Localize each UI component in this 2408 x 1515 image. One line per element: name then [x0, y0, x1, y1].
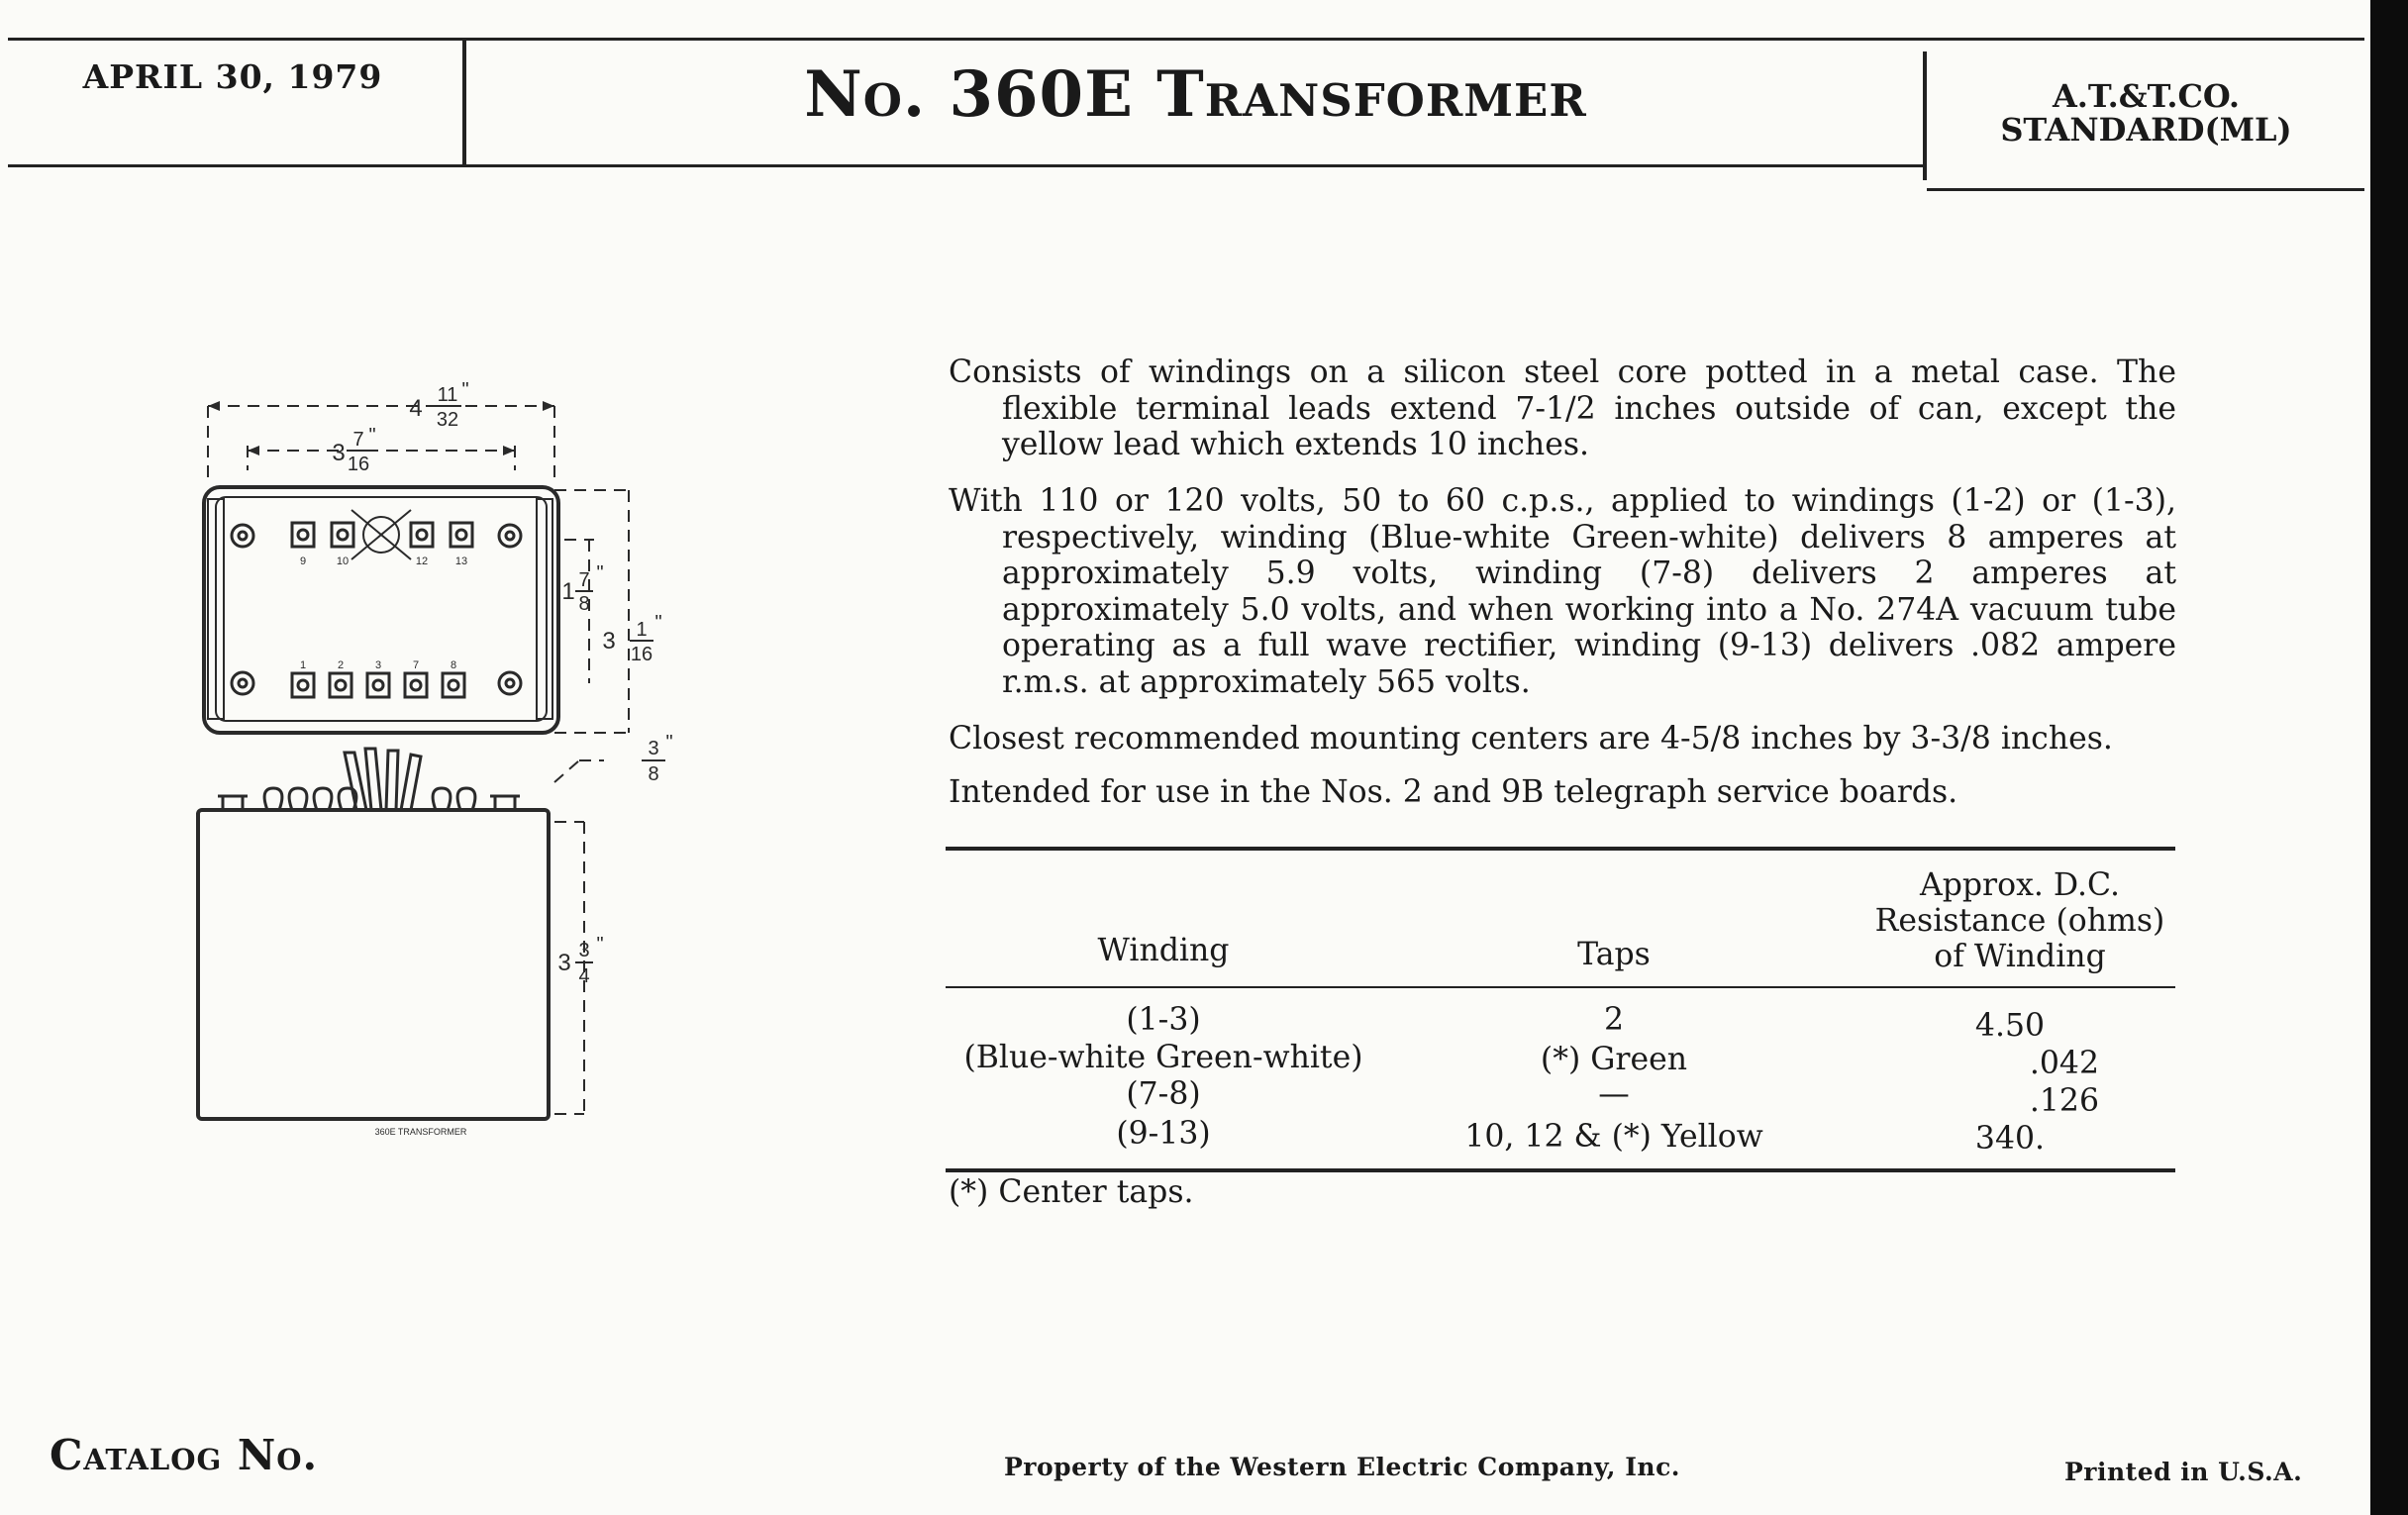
- description-paragraph: Consists of windings on a silicon steel core potted in a metal case. The flexible terminal leads extend 7-1/2 inches outside of can, except the yellow lead which extends 10 inches.: [949, 354, 2176, 462]
- printed-notice: Printed in U.S.A.: [2064, 1458, 2303, 1486]
- page-title: No. 360E Transformer: [804, 57, 1587, 132]
- transformer-side-view: [198, 749, 549, 1119]
- terminal-label: 3: [374, 659, 382, 671]
- cell-winding: (Blue-white Green-white): [963, 1040, 1363, 1075]
- cell-taps: 2: [1603, 1002, 1625, 1038]
- issue-date: APRIL 30, 1979: [82, 57, 383, 96]
- cell-resistance: .042: [2029, 1046, 2099, 1081]
- terminal-label: 7: [412, 659, 420, 671]
- cell-resistance: 340.: [1974, 1121, 2046, 1157]
- cell-winding: (7-8): [1126, 1076, 1201, 1112]
- catalog-number-label: Catalog No.: [50, 1431, 319, 1479]
- header-bottom-rule-right: [1927, 188, 2364, 191]
- header-top-rule: [8, 38, 2364, 41]
- terminal-label: 13: [454, 556, 468, 567]
- terminal-label: 8: [450, 659, 457, 671]
- gap-num: 3: [648, 738, 659, 759]
- table-bottom-rule: [946, 1168, 2175, 1172]
- header-resistance-line-1: Approx. D.C.: [1919, 867, 2121, 903]
- header-taps: Taps: [1577, 937, 1651, 972]
- terminal-label: 1: [299, 659, 307, 671]
- cell-taps: 10, 12 & (*) Yellow: [1464, 1119, 1763, 1155]
- header-resistance: [1852, 867, 2188, 974]
- height-num: 1: [636, 619, 648, 641]
- standard-label: [1926, 79, 2366, 147]
- depth-den: 8: [578, 593, 590, 615]
- gap-inch: ": [665, 732, 673, 754]
- terminal-label: 9: [299, 556, 307, 567]
- width-inch: ": [461, 379, 469, 401]
- case-inch: ": [596, 934, 604, 956]
- cell-resistance: .126: [2029, 1083, 2099, 1119]
- centers-whole: 3: [332, 440, 346, 466]
- terminal-label: 2: [337, 659, 345, 671]
- description-paragraph: With 110 or 120 volts, 50 to 60 c.p.s., applied to windings (1-2) or (1-3), respectively, winding (Blue-white Green-white) delivers 8 amperes at approximately 5.9 volts, winding (7-8) delivers 2 amperes at approximately 5.0 volts, and when working into a No. 274A vacuum tube operating as a full wave rectifier, winding (9-13) delivers .082 ampere r.m.s. at approximately 565 volts.: [949, 483, 2176, 700]
- header-winding: Winding: [1097, 933, 1230, 968]
- standard-line-1: A.T.&T.CO.: [2052, 77, 2241, 115]
- header-resistance-line-2: Resistance (ohms): [1874, 903, 2165, 939]
- height-den: 16: [630, 644, 653, 665]
- depth-inch: ": [596, 562, 604, 584]
- case-label: 360E TRANSFORMER: [374, 1127, 467, 1137]
- table-header-rule: [946, 986, 2175, 988]
- case-num: 3: [578, 940, 590, 961]
- dimension-arrows: [208, 401, 554, 455]
- gap-den: 8: [648, 763, 659, 785]
- case-whole: 3: [557, 950, 571, 976]
- footnote: (*) Center taps.: [949, 1174, 1194, 1210]
- width-num: 11: [437, 384, 458, 406]
- header-bottom-rule: [8, 164, 1927, 167]
- centers-num: 7: [352, 429, 364, 451]
- terminal-label: 10: [336, 556, 350, 567]
- centers-inch: ": [368, 425, 376, 447]
- height-whole: 3: [602, 628, 616, 655]
- transformer-dimension-drawing: [168, 376, 733, 1139]
- cell-taps: (*) Green: [1540, 1042, 1688, 1077]
- cell-taps: —: [1598, 1076, 1630, 1112]
- table-top-rule: [946, 847, 2175, 851]
- description-paragraph: Closest recommended mounting centers are 4-5/8 inches by 3-3/8 inches.: [949, 721, 2113, 757]
- terminal-label: 12: [415, 556, 429, 567]
- header-resistance-line-3: of Winding: [1934, 939, 2106, 974]
- width-den: 32: [436, 409, 459, 431]
- standard-line-2: STANDARD(ML): [2000, 111, 2292, 149]
- depth-whole: 1: [561, 578, 575, 605]
- cell-winding: (1-3): [1126, 1002, 1201, 1038]
- case-den: 4: [578, 965, 590, 987]
- description-paragraph: Intended for use in the Nos. 2 and 9B telegraph service boards.: [949, 774, 1958, 810]
- centers-den: 16: [347, 454, 370, 475]
- height-inch: ": [654, 612, 662, 634]
- depth-num: 7: [578, 569, 590, 591]
- cell-winding: (9-13): [1116, 1116, 1211, 1152]
- cell-resistance: 4.50: [1974, 1008, 2046, 1044]
- scan-edge: [2370, 0, 2408, 1515]
- width-whole: 4: [409, 395, 423, 422]
- property-notice: Property of the Western Electric Company, Inc.: [1004, 1453, 1681, 1481]
